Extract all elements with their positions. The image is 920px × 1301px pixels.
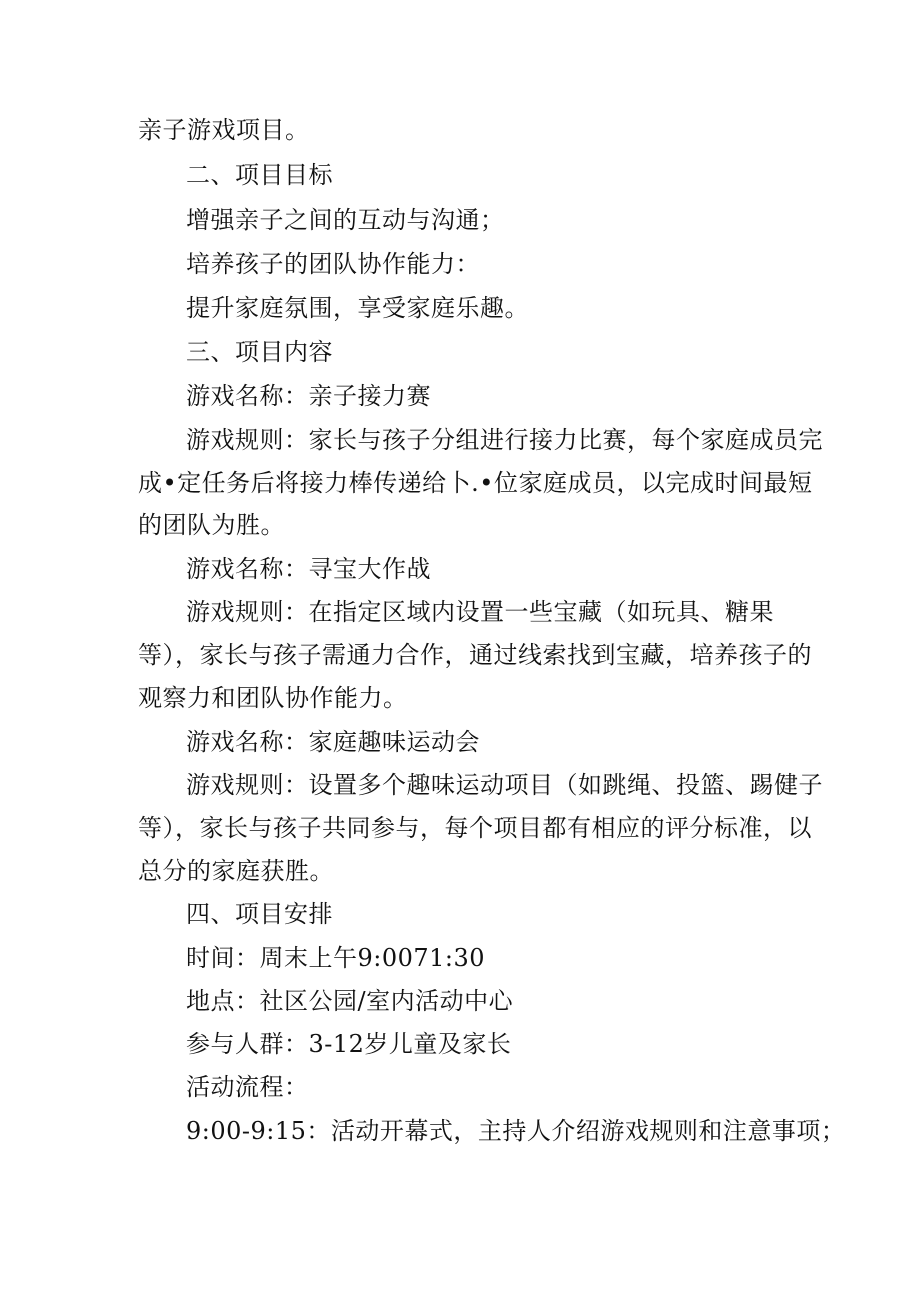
game-rules-continuation: 总分的家庭获胜。 [138, 857, 334, 885]
game-rules-continuation: 的团队为胜。 [138, 511, 285, 539]
schedule-flow-heading: 活动流程： [186, 1073, 309, 1101]
game-name: 游戏名称：亲子接力赛 [186, 382, 431, 410]
game-rules: 游戏规则：设置多个趣味运动项目（如跳绳、投篮、踢健子 [186, 771, 823, 799]
schedule-participants: 参与人群：3-12岁儿童及家长 [186, 1030, 512, 1058]
goal-item: 增强亲子之间的互动与沟通； [186, 206, 505, 234]
game-rules-continuation: 成•定任务后将接力棒传递给卜.•位家庭成员，以完成时间最短 [138, 469, 813, 497]
schedule-location: 地点：社区公园/室内活动中心 [186, 987, 514, 1015]
section-heading-goals: 二、项目目标 [186, 161, 333, 189]
goal-item: 培养孩子的团队协作能力： [186, 250, 480, 278]
game-name: 游戏名称：寻宝大作战 [186, 555, 431, 583]
paragraph-continuation: 亲子游戏项目。 [138, 116, 310, 144]
game-rules: 游戏规则：在指定区域内设置一些宝藏（如玩具、糖果 [186, 598, 774, 626]
section-heading-schedule: 四、项目安排 [186, 900, 333, 928]
game-rules-continuation: 观察力和团队协作能力。 [138, 684, 408, 712]
game-rules-continuation: 等），家长与孩子需通力合作，通过线索找到宝藏，培养孩子的 [138, 641, 812, 669]
goal-item: 提升家庭氛围，享受家庭乐趣。 [186, 294, 529, 322]
section-heading-content: 三、项目内容 [186, 338, 333, 366]
game-rules: 游戏规则：家长与孩子分组进行接力比赛，每个家庭成员完 [186, 426, 823, 454]
schedule-time: 时间：周末上午9:0071:30 [186, 944, 486, 972]
game-name: 游戏名称：家庭趣味运动会 [186, 728, 480, 756]
game-rules-continuation: 等），家长与孩子共同参与，每个项目都有相应的评分标准，以 [138, 814, 812, 842]
schedule-flow-item: 9:00-9:15：活动开幕式，主持人介绍游戏规则和注意事项； [186, 1117, 846, 1145]
